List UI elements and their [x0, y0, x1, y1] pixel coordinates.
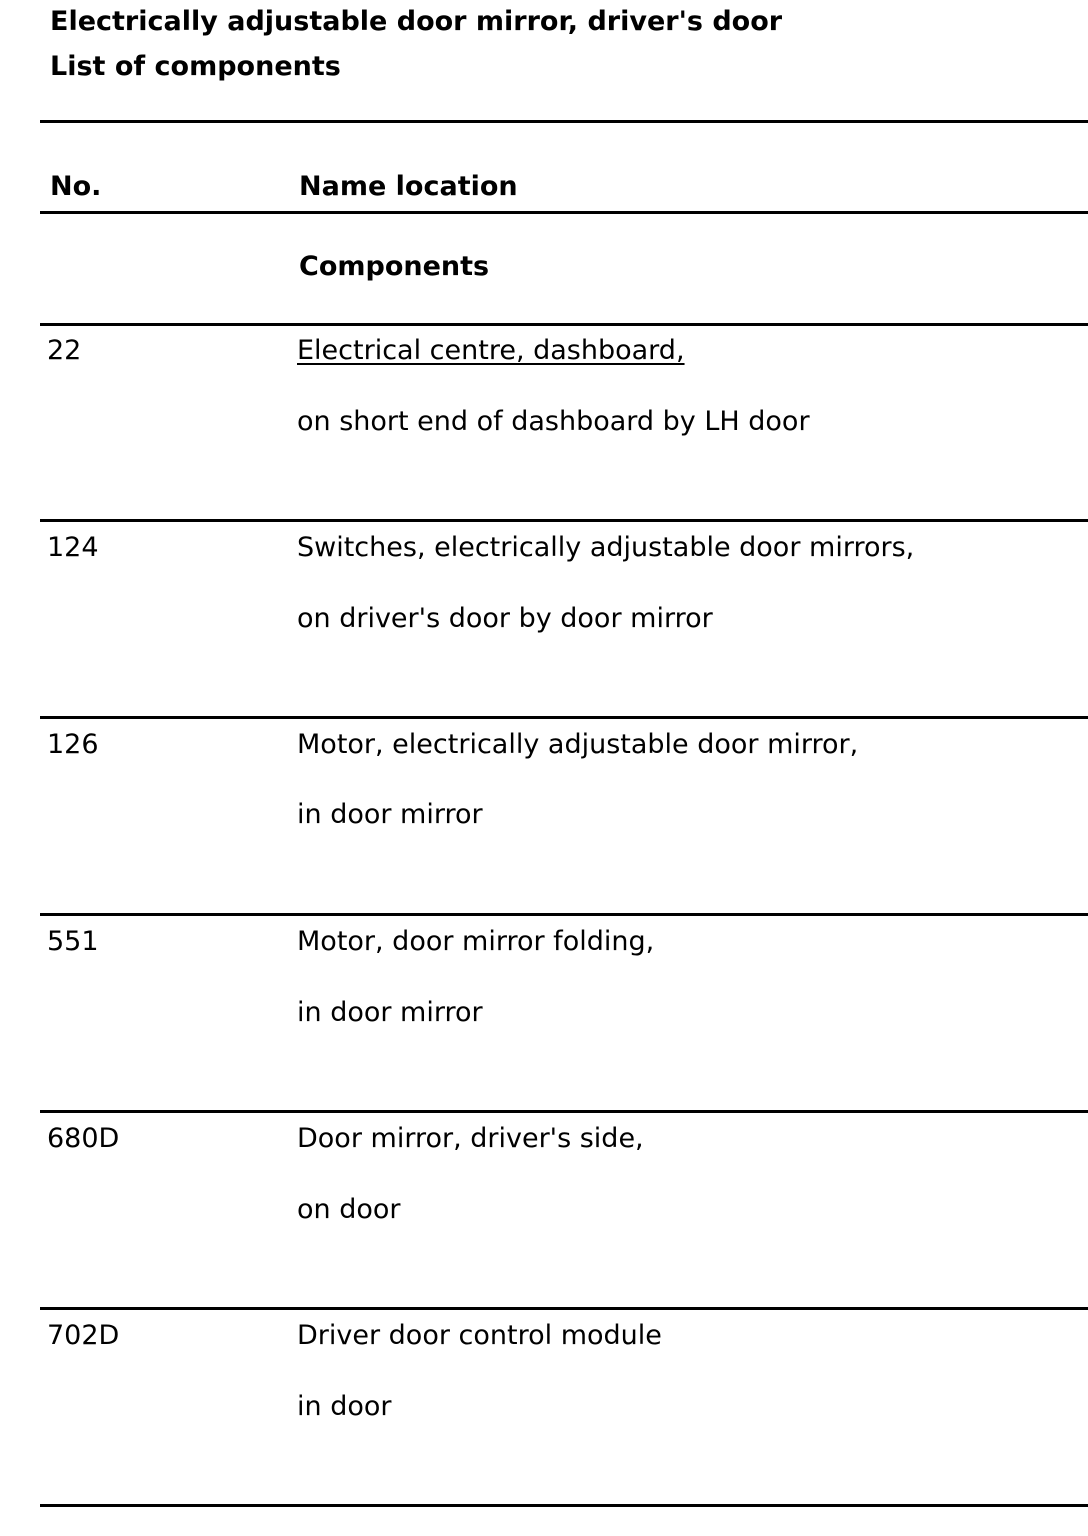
divider: [40, 323, 1088, 326]
row-number: 551: [47, 926, 99, 957]
divider: [40, 913, 1088, 916]
document-subtitle: List of components: [50, 51, 341, 82]
column-header-number: No.: [50, 171, 102, 202]
row-number: 680D: [47, 1123, 120, 1154]
row-number: 124: [47, 532, 99, 563]
row-name: Motor, electrically adjustable door mirror,: [297, 729, 859, 760]
row-name: Motor, door mirror folding,: [297, 926, 655, 957]
divider: [40, 1110, 1088, 1113]
divider: [40, 716, 1088, 719]
divider: [40, 211, 1088, 214]
row-location: in door mirror: [297, 997, 483, 1028]
document-title: Electrically adjustable door mirror, driver's door: [50, 6, 783, 37]
row-location: on driver's door by door mirror: [297, 603, 713, 634]
row-number: 126: [47, 729, 99, 760]
divider: [40, 1307, 1088, 1310]
column-header-name-location: Name location: [299, 171, 518, 202]
row-location: on door: [297, 1194, 401, 1225]
row-name: Switches, electrically adjustable door mirrors,: [297, 532, 915, 563]
row-name: Door mirror, driver's side,: [297, 1123, 644, 1154]
row-location: in door: [297, 1391, 392, 1422]
divider: [40, 519, 1088, 522]
row-location: on short end of dashboard by LH door: [297, 406, 810, 437]
section-label: Components: [299, 251, 490, 282]
divider: [40, 1504, 1088, 1507]
row-name: Driver door control module: [297, 1320, 662, 1351]
row-number: 22: [47, 335, 82, 366]
divider: [40, 120, 1088, 123]
row-location: in door mirror: [297, 799, 483, 830]
row-name: Electrical centre, dashboard,: [297, 335, 685, 366]
row-number: 702D: [47, 1320, 120, 1351]
